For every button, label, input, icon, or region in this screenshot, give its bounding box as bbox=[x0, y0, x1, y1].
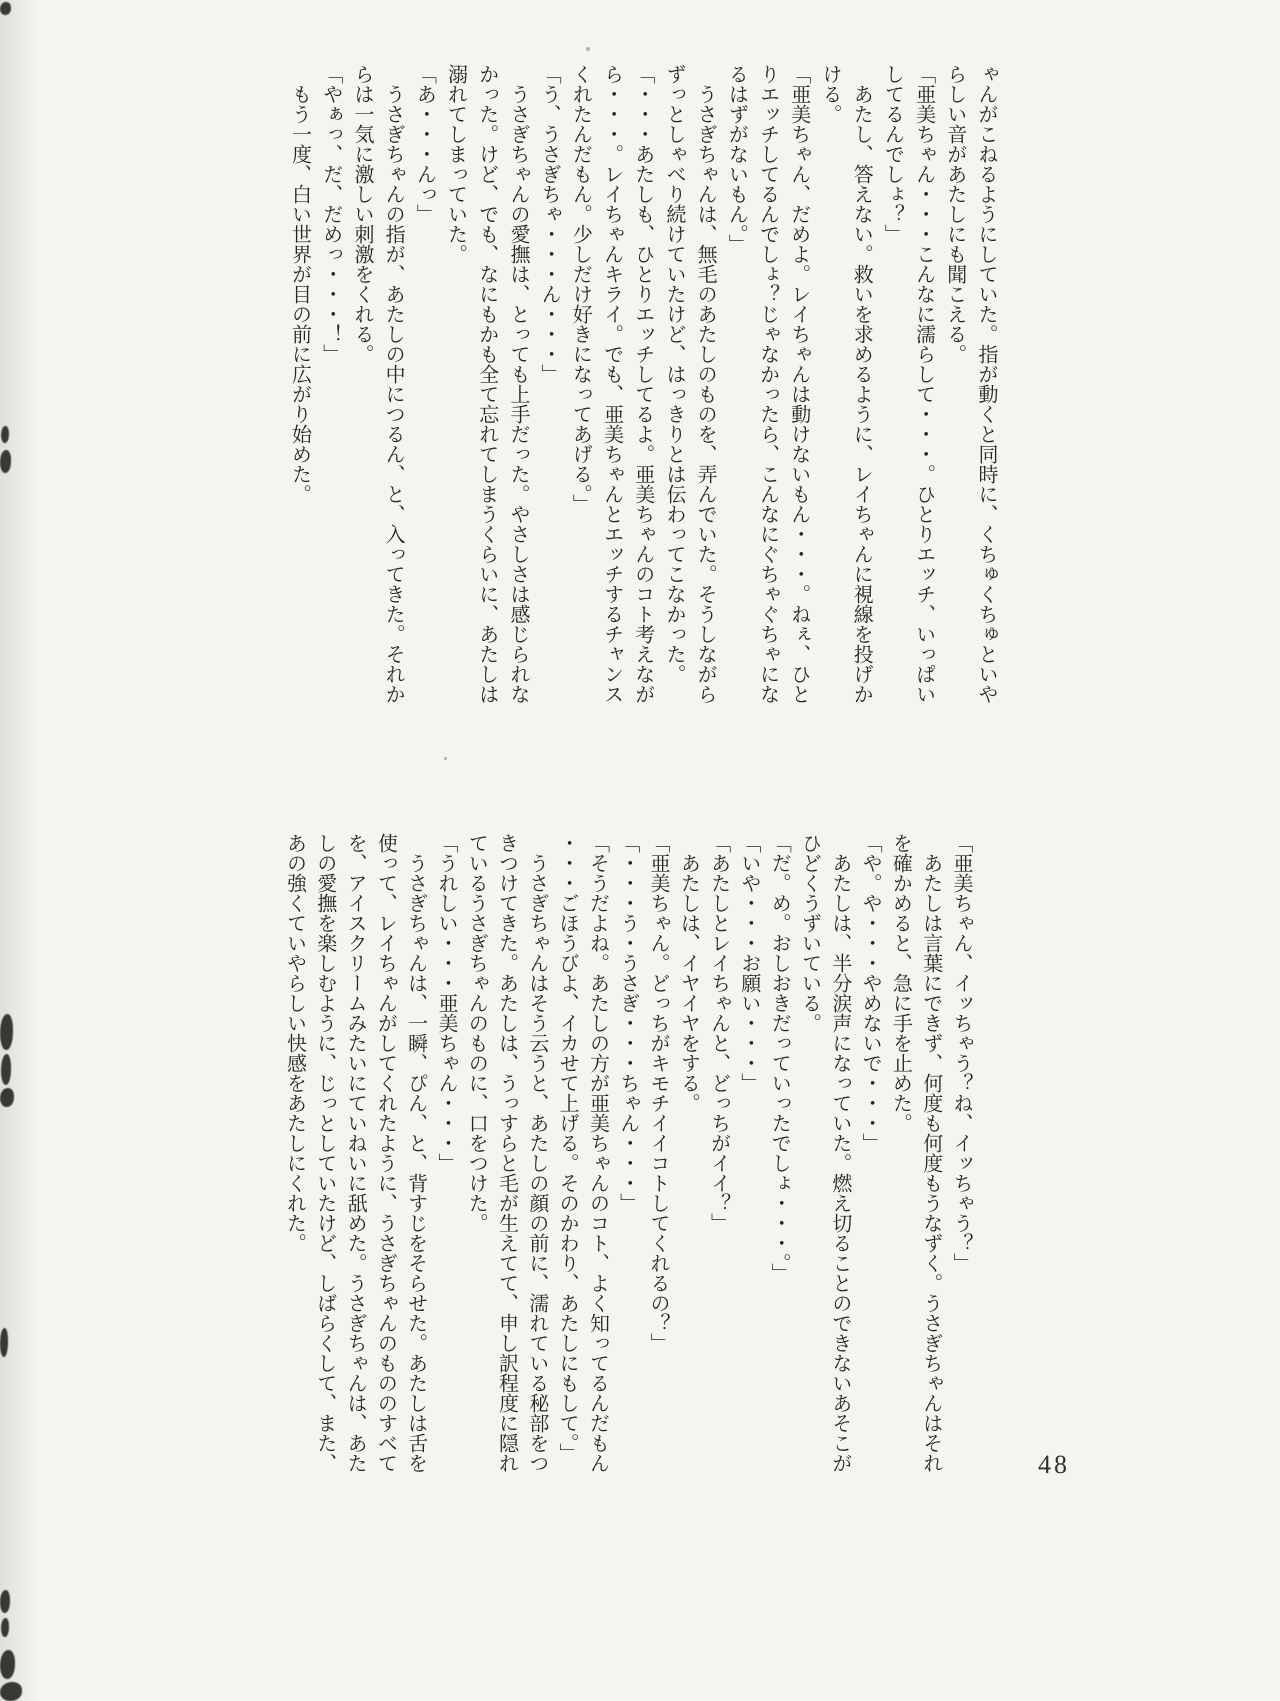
text-column: ・・・ごほうびよ、イカせて上げる。そのかわり、あたしにもして。」 bbox=[556, 833, 579, 1463]
scan-edge-shadow bbox=[0, 0, 36, 1701]
scan-artifact bbox=[0, 1590, 10, 1613]
text-column: あたし、答えない。救いを求めるように、レイちゃんに視線を投げか bbox=[850, 84, 873, 704]
text-column: 「・・・あたしも、ひとりエッチしてるよ。亜美ちゃんのコト考えなが bbox=[631, 64, 654, 704]
text-column: あたしは、イヤイヤをする。 bbox=[677, 853, 700, 1113]
text-column: 「だ。め。おしおきだっていったでしょ・・・。」 bbox=[768, 833, 791, 1283]
text-column: してるんでしょ？」 bbox=[881, 64, 904, 244]
text-column: を、アイスクリームみたいにていねいに舐めた。うさぎちゃんは、あた bbox=[344, 833, 367, 1473]
text-column: 「亜美ちゃん・・・こんなに濡らして・・・。ひとりエッチ、いっぱい bbox=[912, 64, 935, 704]
text-column: ひどくうずいている。 bbox=[798, 833, 821, 1033]
text-column: 「亜美ちゃん。どっちがキモチイイコトしてくれるの？」 bbox=[647, 833, 670, 1353]
text-column: ゃんがこねるようにしていた。指が動くと同時に、くちゅくちゅといや bbox=[975, 64, 997, 704]
text-column: 「あたしとレイちゃんと、どっちがイイ？」 bbox=[707, 833, 730, 1233]
text-column: ずっとしゃべり続けていたけど、はっきりとは伝わってこなかった。 bbox=[662, 64, 685, 684]
text-column: しの愛撫を楽しむように、じっとしていたけど、しばらくして、また、 bbox=[313, 833, 336, 1473]
text-column: 「う、うさぎちゃ・・・ん・・・」 bbox=[538, 64, 561, 384]
text-column: あたしは言葉にできず、何度も何度もうなずく。うさぎちゃんはそれ bbox=[919, 853, 942, 1473]
text-column: ら・・・。レイちゃんキライ。でも、亜美ちゃんとエッチするチャンス bbox=[600, 64, 623, 704]
text-column: 「あ・・・んっ」 bbox=[413, 64, 436, 224]
text-column: くれたんだもん。少しだけ好きになってあげる。」 bbox=[569, 64, 592, 514]
text-column: らしい音があたしにも聞こえる。 bbox=[943, 64, 966, 364]
text-column: 「うれしい・・・亜美ちゃん・・・」 bbox=[434, 833, 457, 1173]
text-column: らは一気に激しい刺激をくれる。 bbox=[350, 64, 373, 364]
scan-artifact bbox=[0, 2, 11, 15]
text-column: うさぎちゃんはそう云うと、あたしの顔の前に、濡れている秘部をつ bbox=[525, 853, 548, 1473]
text-column: を確かめると、急に手を止めた。 bbox=[889, 833, 912, 1133]
text-column: 「亜美ちゃん、だめよ。レイちゃんは動けないもん・・・。ねぇ、ひと bbox=[787, 64, 810, 704]
text-column: あの強くていやらしい快感をあたしにくれた。 bbox=[283, 833, 306, 1253]
scan-artifact bbox=[0, 1328, 8, 1357]
scan-artifact bbox=[1, 1618, 9, 1637]
text-column: うさぎちゃんの指が、あたしの中につるん、と、入ってきた。それか bbox=[382, 84, 405, 704]
text-column: 「や。や・・・やめないで・・・」 bbox=[859, 833, 882, 1153]
text-block-top bbox=[283, 64, 1001, 756]
text-column: 「・・・う・うさぎ・・・ちゃん・・・」 bbox=[616, 833, 639, 1213]
text-column: ける。 bbox=[818, 64, 841, 124]
scan-artifact bbox=[0, 1650, 15, 1679]
scan-artifact bbox=[1, 426, 9, 443]
text-column: 「やぁっ、だ、だめっ・・・！」 bbox=[319, 64, 342, 364]
scan-artifact bbox=[0, 450, 11, 473]
scan-artifact bbox=[1, 1054, 11, 1085]
scan-artifact bbox=[0, 1014, 13, 1050]
text-column: りエッチしてるんでしょ？じゃなかったら、こんなにぐちゃぐちゃにな bbox=[756, 64, 779, 704]
page-number: 48 bbox=[1038, 1450, 1070, 1479]
text-column: 「いや・・・お願い・・・」 bbox=[737, 833, 760, 1093]
text-column: 「亜美ちゃん、イッちゃう？ね、イッちゃう？」 bbox=[950, 833, 972, 1273]
text-column: 溺れてしまっていた。 bbox=[444, 64, 467, 264]
text-column: うさぎちゃんは、無毛のあたしのものを、弄んでいた。そうしながら bbox=[694, 84, 717, 704]
scan-artifact bbox=[0, 1088, 14, 1107]
text-column: うさぎちゃんは、一瞬、ぴん、と、背すじをそらせた。あたしは舌を bbox=[404, 853, 427, 1473]
text-column: かった。けど、でも、なにもかも全て忘れてしまうくらいに、あたしは bbox=[475, 64, 498, 704]
text-column: あたしは、半分涙声になっていた。燃え切ることのできないあそこが bbox=[828, 853, 851, 1473]
text-column: 「そうだよね。あたしの方が亜美ちゃんのコト、よく知ってるんだもん bbox=[586, 833, 609, 1473]
text-column: ているうさぎちゃんのものに、口をつけた。 bbox=[465, 833, 488, 1233]
text-column: うさぎちゃんの愛撫は、とっても上手だった。やさしさは感じられな bbox=[506, 84, 529, 704]
paper-speck bbox=[586, 47, 590, 51]
text-block-bottom bbox=[278, 833, 976, 1535]
scan-artifact bbox=[0, 1682, 22, 1701]
text-column: 使って、レイちゃんがしてくれたように、うさぎちゃんのもののすべて bbox=[374, 833, 397, 1473]
text-column: きつけてきた。あたしは、うっすらと毛が生えてて、申し訳程度に隠れ bbox=[495, 833, 518, 1473]
text-column: もう一度、白い世界が目の前に広がり始めた。 bbox=[288, 84, 311, 504]
text-column: るはずがないもん。」 bbox=[725, 64, 748, 254]
paper-speck bbox=[444, 757, 447, 760]
